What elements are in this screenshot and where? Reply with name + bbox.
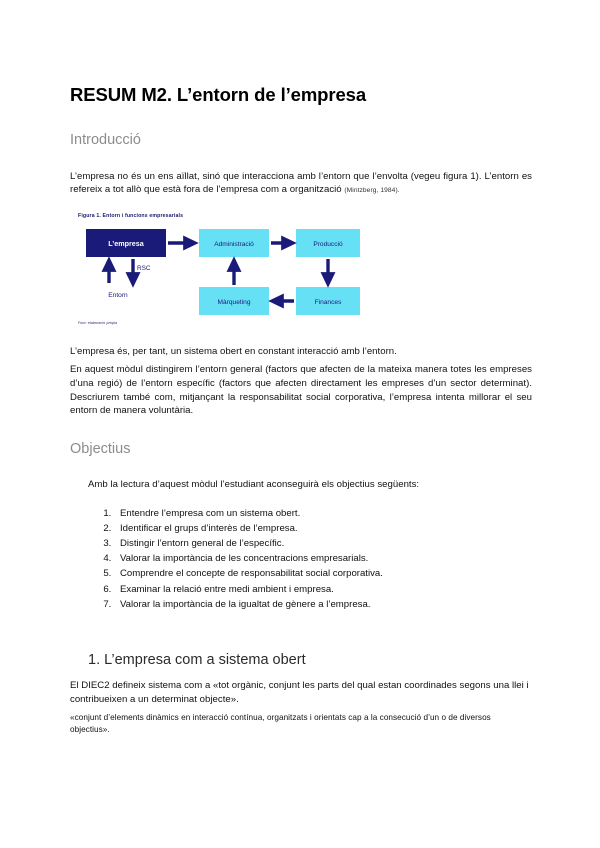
section-1-paragraph-2: «conjunt d’elements dinàmics en interacció contínua, organitzats i orientats cap a la consecució d’un o de diversos objectius». [70,712,491,734]
section-heading-1-empresa-sistema-obert: 1. L’empresa com a sistema obert [88,651,306,668]
intro-paragraph [70,170,532,197]
list-item: 4. Valorar la importància de les concentracions empresarials. [114,551,532,566]
figure-label-rsc: RSC [137,264,151,272]
intro-paragraph-text: L’empresa no és un ens aïllat, sinó que interacciona amb l’entorn que l’envolta (vegeu figura 1). L’entorn es refereix a tot allò que està fora de l’empresa com a organització [70,170,532,196]
section-heading-objectius: Objectius [70,440,131,457]
figure-node-marqueting-label: Màrqueting [217,298,251,306]
figure-node-produccio-label: Producció [313,240,343,248]
list-item: 6. Examinar la relació entre medi ambient i empresa. [114,582,532,597]
list-item: 5. Comprendre el concepte de responsabilitat social corporativa. [114,566,532,581]
figure-entorn-funcions [78,213,368,331]
section-1-paragraph-1: El DIEC2 defineix sistema com a «tot orgànic, conjunt les parts del qual estan coordinades segons una llei i contribueixen a un determinat objecte». [70,680,529,705]
objectius-intro: Amb la lectura d’aquest mòdul l’estudiant aconseguirà els objectius següents: [88,479,420,491]
list-item: 1. Entendre l’empresa com un sistema obert. [114,506,532,521]
section-heading-introduccio: Introducció [70,132,141,149]
figure-node-finances-label: Finances [314,298,342,306]
figure-caption: Figura 1. Entorn i funcions empresarials [78,212,184,219]
list-item: 3. Distingir l’entorn general de l’específic. [114,536,532,551]
post-figure-paragraph-2: En aquest mòdul distingirem l’entorn general (factors que afecten de la mateixa manera totes les empreses d’una regió) de l’entorn específic (factors que afecten directament les empreses d’un sector determinat). Descriurem també com, mitjançant la responsabilitat social corporativa, l’empresa intenta millorar el seu entorn de manera voluntària. [70,364,532,417]
page-title: RESUM M2. L’entorn de l’empresa [70,84,367,105]
list-item: 7. Valorar la importància de la igualtat de gènere a l’empresa. [114,597,532,612]
post-figure-paragraph-1: L’empresa és, per tant, un sistema obert en constant interacció amb l’entorn. [70,345,397,357]
list-item: 2. Identificar el grups d’interès de l’empresa. [114,521,532,536]
figure-diagram [78,225,368,321]
figure-node-empresa-label: L’empresa [108,238,144,248]
figure-node-administracio-label: Administració [214,240,254,248]
document-content [70,84,532,736]
figure-source-note: Font: elaboració pròpia [78,320,118,325]
intro-citation: (Mintzberg, 1984). [344,187,400,195]
objectius-list [70,506,532,612]
figure-label-entorn: Entorn [108,291,128,299]
